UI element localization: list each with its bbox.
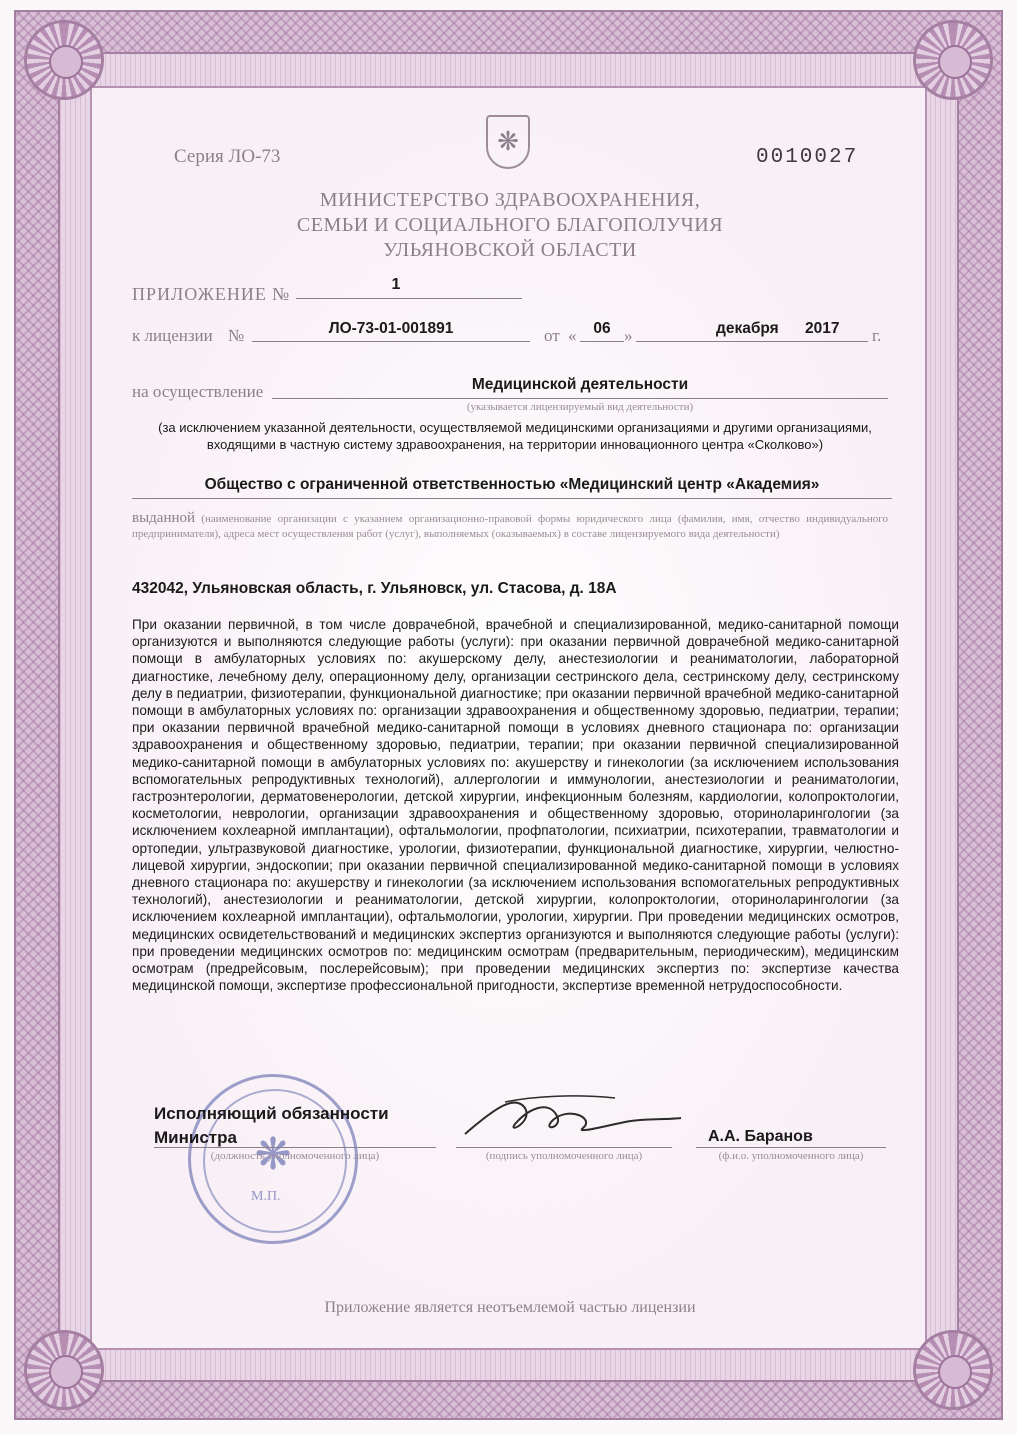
name-note: (ф.и.о. уполномоченного лица) [718,1150,864,1162]
activity-note: (указывается лицензируемый вид деятельности) [466,401,694,413]
appendix-number: 1 [391,276,401,293]
license-number: ЛО-73-01-001891 [328,320,454,337]
organization-name: Общество с ограниченной ответственностью «Медицинский центр «Академия» [204,476,820,493]
position-note: (должность уполномоченного лица) [210,1150,380,1162]
license-year-suffix: г. [872,326,882,345]
ministry-line-1: МИНИСТЕРСТВО ЗДРАВООХРАНЕНИЯ, [319,189,701,211]
name-underline [696,1147,886,1148]
license-month: декабря [716,320,779,337]
corner-rosette-bottom-left [24,1330,104,1410]
license-from-label: от [544,326,560,345]
ministry-line-3: УЛЬЯНОВСКОЙ ОБЛАСТИ [383,239,637,261]
issued-block [132,511,888,542]
document-number: 0010027 [756,146,859,169]
signatory-position-line1: Исполняющий обязанности [154,1104,389,1123]
license-month-underline [636,341,868,342]
appendix-underline [296,298,522,299]
signature-scribble [445,1088,685,1152]
services-description: При оказании первичной, в том числе доврачебной, врачебной и специализированной, медико-санитарной помощи организуются и выполняются следующие работы (услуги): при оказании первичной доврачебной медико-санитарной помощи в амбулаторных условиях по: акушерскому делу, анестезиологии и реаниматологии, лабораторной диагностике, лечебному делу, операционному делу, организации сестринского дела, сестринскому делу, сестринскому делу в педиатрии, физиотерапии, функциональной диагностике; при оказании первичной врачебной медико-санитарной помощи в амбулаторных условиях по: организации здравоохранения и общественному здоровью, педиатрии, терапии; при оказании первичной врачебной медико-санитарной помощи в условиях дневного стационара по: организации здравоохранения и общественному здоровью, педиатрии, терапии; при оказании первичной специализированной медико-санитарной помощи в амбулаторных условиях по: акушерству и гинекологии (за исключением использования вспомогательных репродуктивных технологий), аллергологии и иммунологии, анестезиологии и реаниматологии, гастроэнтерологии, дерматовенерологии, детской хирургии, инфекционным болезням, кардиологии, колопроктологии, косметологии, неврологии, организации здравоохранения и общественному здоровью, оториноларингологии (за исключением кохлеарной имплантации), офтальмологии, профпатологии, психиатрии, психотерапии, травматологии и ортопедии, ультразвуковой диагностике, урологии, физиотерапии, функциональной диагностике, хирургии, челюстно-лицевой хирургии, эндоскопии; при оказании первичной специализированной медико-санитарной помощи в условиях дневного стационара по: акушерству и гинекологии (за исключением использования вспомогательных репродуктивных технологий), анестезиологии и реаниматологии, детской хирургии, колопроктологии, оториноларингологии (за исключением кохлеарной имплантации), офтальмологии, урологии, хирургии. При проведении медицинских осмотров, медицинских освидетельствований и медицинских экспертиз организуются и выполняются следующие работы (услуги): при проведении медицинских осмотров по: медицинским осмотрам (предварительным, периодическим), медицинским осмотрам (предрейсовым, послерейсовым); при проведении медицинских экспертиз по: экспертизе качества медицинской помощи, экспертизе профессиональной пригодности, экспертизе временной нетрудоспособности. [132,617,899,994]
stamp-eagle-icon: ❋ [254,1130,292,1179]
footer-note: Приложение является неотъемлемой частью лицензии [324,1299,696,1316]
corner-rosette-top-left [24,20,104,100]
activity-underline [272,398,888,399]
license-year: 2017 [805,320,840,337]
activity-exception: (за исключением указанной деятельности, осуществляемой медицинскими организациями и другими организациями, входящими в частную систему здравоохранения, на территории инновационного центра «Сколково») [158,420,872,452]
stamp-mp-label: М.П. [251,1189,281,1204]
activity-value: Медицинской деятельности [471,376,689,393]
license-no-sign: № [228,326,245,345]
signatory-name: А.А. Баранов [708,1128,813,1145]
signature-note: (подпись уполномоченного лица) [485,1150,643,1162]
series-label: Серия ЛО-73 [174,146,281,167]
appendix-no-sign: № [272,284,290,304]
corner-rosette-bottom-right [913,1330,993,1410]
organization-underline [132,498,892,499]
license-day-underline [580,341,624,342]
license-label: к лицензии [132,326,213,345]
license-quote-close: » [624,326,633,345]
issued-note: (наименование организации с указанием организационно-правовой формы юридического лица (фамилия, имя, отчество индивидуального предпринимателя), адреса мест осуществления работ (услуг), выполняемых (оказываемых) в составе лицензируемого вида деятельности) [132,513,888,540]
issued-label: выданной [132,510,196,526]
signatory-position-line2: Министра [154,1128,237,1147]
corner-rosette-top-right [913,20,993,100]
coat-of-arms-icon: ❋ [486,115,530,169]
activity-label: на осуществление [132,382,264,401]
position-underline [154,1147,436,1148]
ministry-line-2: СЕМЬИ И СОЦИАЛЬНОГО БЛАГОПОЛУЧИЯ [296,214,724,236]
appendix-label: ПРИЛОЖЕНИЕ [132,284,267,304]
license-quote-open: « [568,326,577,345]
license-day: 06 [593,320,611,337]
signature-underline [456,1147,672,1148]
license-number-underline [252,341,530,342]
ministry-name [200,188,820,263]
organization-address: 432042, Ульяновская область, г. Ульяновск, ул. Стасова, д. 18А [132,580,617,597]
